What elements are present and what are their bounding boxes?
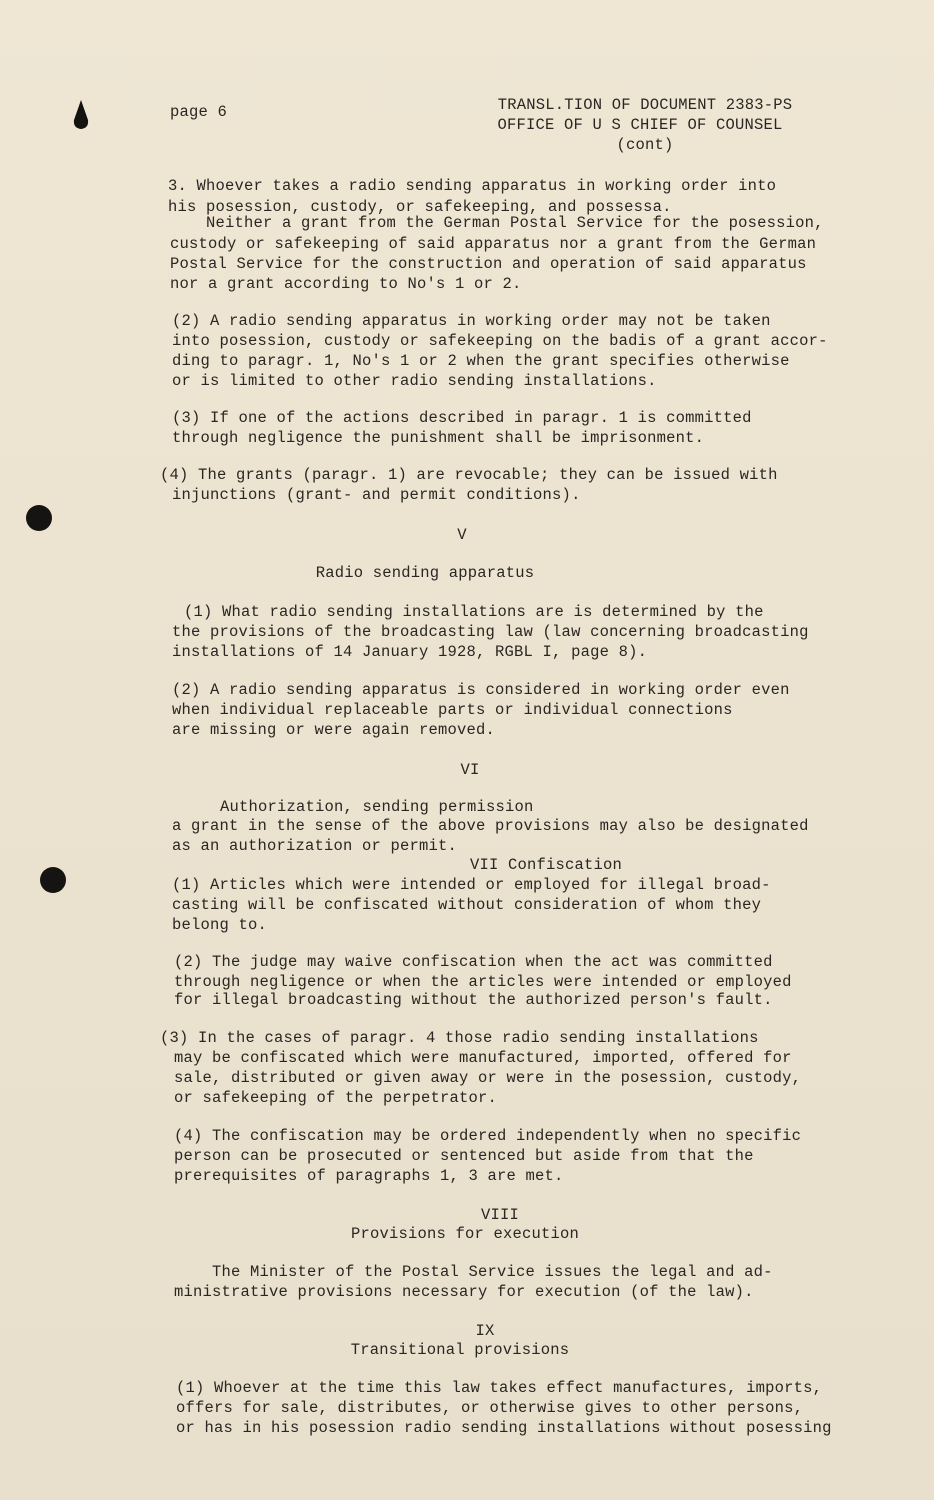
text-line: 3. Whoever takes a radio sending apparatus in working order into	[168, 177, 777, 195]
text-line: (2) A radio sending apparatus in working order may not be taken	[172, 312, 771, 330]
text-line: when individual replaceable parts or individual connections	[172, 701, 733, 719]
text-line: person can be prosecuted or sentenced but aside from that the	[174, 1147, 754, 1165]
text-line: (2) The judge may waive confiscation when the act was committed	[174, 953, 773, 971]
text-line: offers for sale, distributes, or otherwise gives to other persons,	[176, 1399, 804, 1417]
text-line: (2) A radio sending apparatus is considered in working order even	[172, 681, 790, 699]
section-viii-numeral: VIII	[480, 1206, 519, 1224]
text-line: (3) In the cases of paragr. 4 those radio sending installations	[160, 1029, 759, 1047]
text-line: the provisions of the broadcasting law (law concerning broadcasting	[172, 623, 809, 641]
text-line: as an authorization or permit.	[172, 837, 458, 855]
text-line: may be confiscated which were manufactured, imported, offered for	[174, 1049, 792, 1067]
text-line: Postal Service for the construction and operation of said apparatus	[170, 255, 807, 273]
text-line: custody or safekeeping of said apparatus nor a grant from the German	[170, 235, 817, 253]
text-line: prerequisites of paragraphs 1, 3 are met.	[174, 1167, 564, 1185]
text-line: installations of 14 January 1928, RGBL I, page 8).	[172, 643, 648, 661]
section-v-title: Radio sending apparatus	[315, 564, 535, 582]
text-line: injunctions (grant- and permit conditions).	[172, 486, 581, 504]
section-v-numeral: V	[457, 526, 467, 544]
section-ix-title: Transitional provisions	[350, 1341, 570, 1359]
text-line: are missing or were again removed.	[172, 721, 496, 739]
text-line: ding to paragr. 1, No's 1 or 2 when the grant specifies otherwise	[172, 352, 790, 370]
text-line: or safekeeping of the perpetrator.	[174, 1089, 498, 1107]
text-line: for illegal broadcasting without the authorized person's fault.	[174, 991, 773, 1009]
text-line: The Minister of the Postal Service issues the legal and ad-	[174, 1263, 773, 1281]
text-line: (1) Whoever at the time this law takes effect manufactures, imports,	[176, 1379, 823, 1397]
text-line: (1) What radio sending installations are is determined by the	[184, 603, 764, 621]
text-line: Neither a grant from the German Postal Service for the posession,	[168, 214, 824, 232]
text-line: ministrative provisions necessary for execution (of the law).	[174, 1283, 754, 1301]
text-line: or has in his posession radio sending installations without posessing	[176, 1419, 832, 1437]
section-vii-title: VII Confiscation	[470, 856, 623, 874]
section-ix-numeral: IX	[475, 1322, 495, 1340]
punch-hole-icon	[26, 505, 52, 531]
header-line-1: TRANSL.TION OF DOCUMENT 2383-PS	[497, 96, 793, 114]
section-vi-title: Authorization, sending permission	[220, 798, 534, 816]
text-line: into posession, custody or safekeeping on the badis of a grant accor-	[172, 332, 828, 350]
text-line: (4) The grants (paragr. 1) are revocable; they can be issued with	[160, 466, 778, 484]
text-line: or is limited to other radio sending installations.	[172, 372, 657, 390]
section-vi-numeral: VI	[460, 761, 480, 779]
header-line-3: (cont)	[616, 136, 674, 154]
text-line: casting will be confiscated without consideration of whom they	[172, 896, 762, 914]
section-viii-title: Provisions for execution	[350, 1225, 580, 1243]
text-line: through negligence the punishment shall be imprisonment.	[172, 429, 705, 447]
header-line-2: OFFICE OF U S CHIEF OF COUNSEL	[497, 116, 783, 134]
punch-hole-icon	[40, 867, 66, 893]
page-number: page 6	[170, 103, 228, 121]
text-line: nor a grant according to No's 1 or 2.	[170, 275, 522, 293]
text-line: (3) If one of the actions described in paragr. 1 is committed	[172, 409, 752, 427]
ink-mark-icon	[70, 98, 92, 132]
text-line: belong to.	[172, 916, 268, 934]
text-line: (1) Articles which were intended or employed for illegal broad-	[172, 876, 771, 894]
text-line: sale, distributed or given away or were in the posession, custody,	[174, 1069, 802, 1087]
text-line: (4) The confiscation may be ordered independently when no specific	[174, 1127, 802, 1145]
text-line: a grant in the sense of the above provisions may also be designated	[172, 817, 809, 835]
text-line: his posession, custody, or safekeeping, and possessa.	[168, 198, 672, 216]
text-line: through negligence or when the articles were intended or employed	[174, 973, 792, 991]
